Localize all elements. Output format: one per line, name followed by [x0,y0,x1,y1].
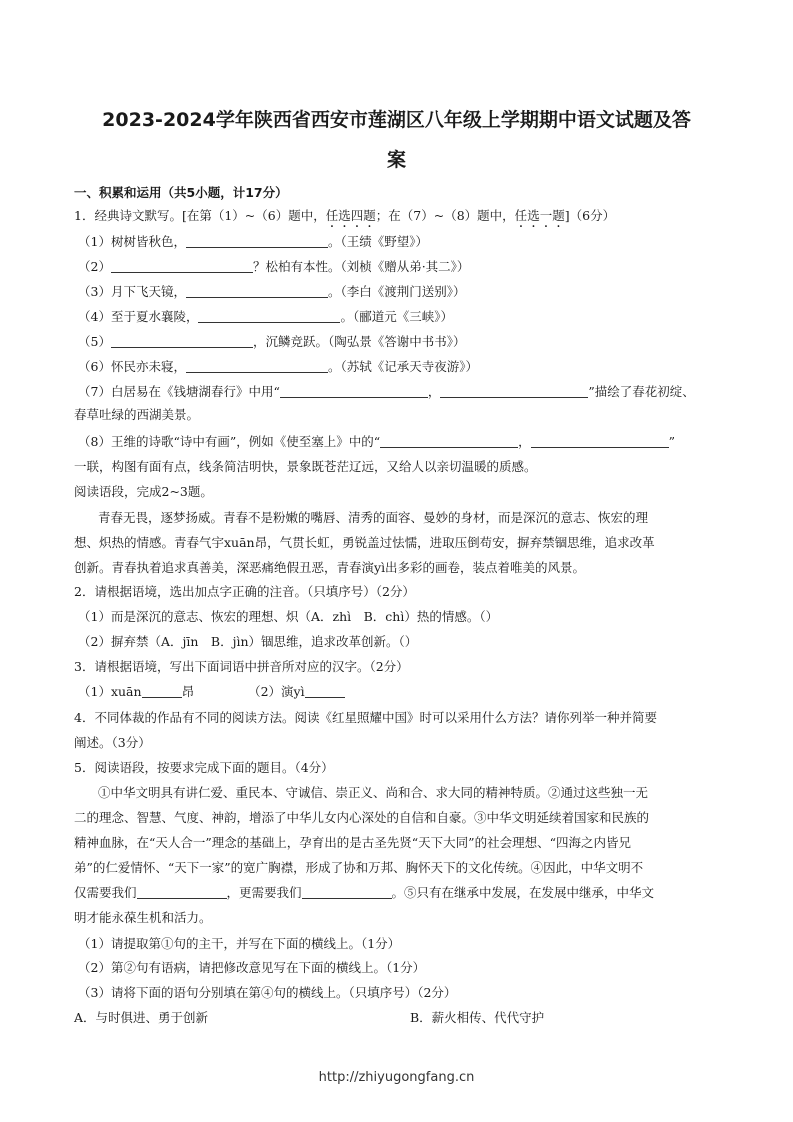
question-1-item: （5） ，沉鳞竞跃。（陶弘景《答谢中书书》） [78,334,466,349]
answer-blank[interactable] [531,434,669,448]
emphasis-char: 任 [514,208,528,223]
question-2-sub: （1）而是深沉的意志、恢宏的理想、炽（A．zhì B．chì）热的情感。（） [78,609,499,624]
answer-blank[interactable] [137,885,227,899]
emphasis-char: 任 [325,208,339,223]
question-1-stem: 1．经典诗文默写。[在第（1）~（6）题中，任选四题；在（7）~（8）题中，任选一题]（6分） [74,208,616,223]
question-5-sub: （2）第②句有语病，请把修改意见写在下面的横线上。（1分） [78,960,426,975]
footer-url: http://zhiyugongfang.cn [318,1070,475,1085]
emphasis-char: 选 [527,208,540,223]
option-b: B．薪火相传、代代守护 [410,1010,545,1025]
question-1-item-7: （7）白居易在《钱塘湖春行》中用“ ， ”描绘了春花初绽、 [78,384,695,399]
answer-blank[interactable] [440,384,588,398]
question-4-stem: 4．不同体裁的作品有不同的阅读方法。阅读《红星照耀中国》时可以采用什么方法？请你列举一种并简要 [74,710,657,725]
question-5-sub: （3）请将下面的语句分别填在第④句的横线上。（只填序号）（2分） [78,985,457,1000]
question-1-item-8: （8）王维的诗歌“诗中有画”，例如《使至塞上》中的“ ， ” [78,434,676,449]
answer-blank[interactable] [111,334,253,348]
option-a: A．与时俱进、勇于创新 [74,1010,209,1025]
passage-line: 明才能永葆生机和活力。 [74,910,212,925]
passage-line: 青春无畏，逐梦扬威。青春不是粉嫩的嘴唇、清秀的面容、曼妙的身材，而是深沉的意志、恢宏的理 [98,510,649,525]
question-1-item: （4）至于夏水襄陵， 。（郦道元《三峡》） [78,309,453,324]
question-1-item-7-continued: 春草吐绿的西湖美景。 [74,407,200,422]
passage-line: ①中华文明具有讲仁爱、重民本、守诚信、崇正义、尚和合、求大同的精神特质。②通过这些独一无 [98,785,649,800]
answer-blank[interactable] [186,284,328,298]
answer-blank[interactable] [186,234,328,248]
question-5-stem: 5．阅读语段，按要求完成下面的题目。（4分） [74,760,334,775]
answer-blank[interactable] [280,384,428,398]
answer-blank[interactable] [302,885,392,899]
emphasis-char: 题 [363,208,376,223]
question-1-item: （3）月下飞天镜， 。（李白《渡荆门送别》） [78,284,466,299]
page-title-continued: 案 [386,149,406,171]
answer-blank[interactable] [142,684,182,698]
emphasis-char: 一 [539,208,553,223]
answer-blank[interactable] [305,684,345,698]
question-5-sub: （1）请提取第①句的主干，并写在下面的横线上。（1分） [78,936,401,951]
question-1-item: （6）怀民亦未寝， 。（苏轼《记承天寺夜游》） [78,359,478,374]
question-1-item: （1）树树皆秋色， 。（王绩《野望》） [78,234,428,249]
question-1-item: （2） ？松柏有本性。（刘桢《赠从弟·其二》） [78,259,470,274]
passage-line: 弟”的仁爱情怀、“天下一家”的宽广胸襟，形成了协和万邦、胸怀天下的文化传统。④因此，中华文明不 [74,860,644,875]
emphasis-char: 四 [350,208,364,223]
passage-line: 二的理念、智慧、气度、神韵，增添了中华儿女内心深处的自信和自豪。③中华文明延续着国家和民族的 [74,810,650,825]
emphasis-char: 题 [552,208,565,223]
question-3-sub: （1）xuān 昂 （2）演yì [78,683,738,701]
page-title: 2023-2024学年陕西省西安市莲湖区八年级上学期期中语文试题及答 [102,109,691,131]
question-2-sub: （2）摒弃禁（A．jīn B．jìn）锢思维，追求改革创新。（） [78,634,418,649]
question-4-stem-continued: 阐述。（3分） [74,735,151,750]
emphasis-dots-text [326,208,376,223]
passage-line: 创新。青春执着追求真善美，深恶痛绝假丑恶，青春演yì出多彩的画卷，装点着唯美的风景。 [74,560,586,575]
passage-line: 想、炽热的情感。青春气宇xuān昂，气贯长虹，勇锐盖过怯懦，进取压倒苟安，摒弃禁锢思维，追求改革 [74,535,655,550]
answer-blank[interactable] [186,359,328,373]
section-heading: 一、积累和运用（共5小题，计17分） [74,185,288,200]
emphasis-dots-text [515,208,565,223]
reading-instruction: 阅读语段，完成2~3题。 [74,484,213,499]
answer-blank[interactable] [380,434,518,448]
passage-line: 精神血脉，在“天人合一”理念的基础上，孕育出的是古圣先贤“天下大同”的社会理想、“四海之内皆兄 [74,835,631,850]
answer-blank[interactable] [111,259,253,273]
passage-line: 仅需要我们 ，更需要我们 。⑤只有在继承中发展，在发展中继承，中华文 [74,885,655,900]
answer-blank[interactable] [198,309,340,323]
question-3-stem: 3．请根据语境，写出下面词语中拼音所对应的汉字。（2分） [74,659,409,674]
question-2-stem: 2．请根据语境，选出加点字正确的注音。（只填序号）（2分） [74,584,415,599]
emphasis-char: 选 [338,208,351,223]
question-1-item-8-continued: 一联，构图有面有点，线条简洁明快，景象既苍茫辽远，又给人以亲切温暖的质感。 [74,459,537,474]
